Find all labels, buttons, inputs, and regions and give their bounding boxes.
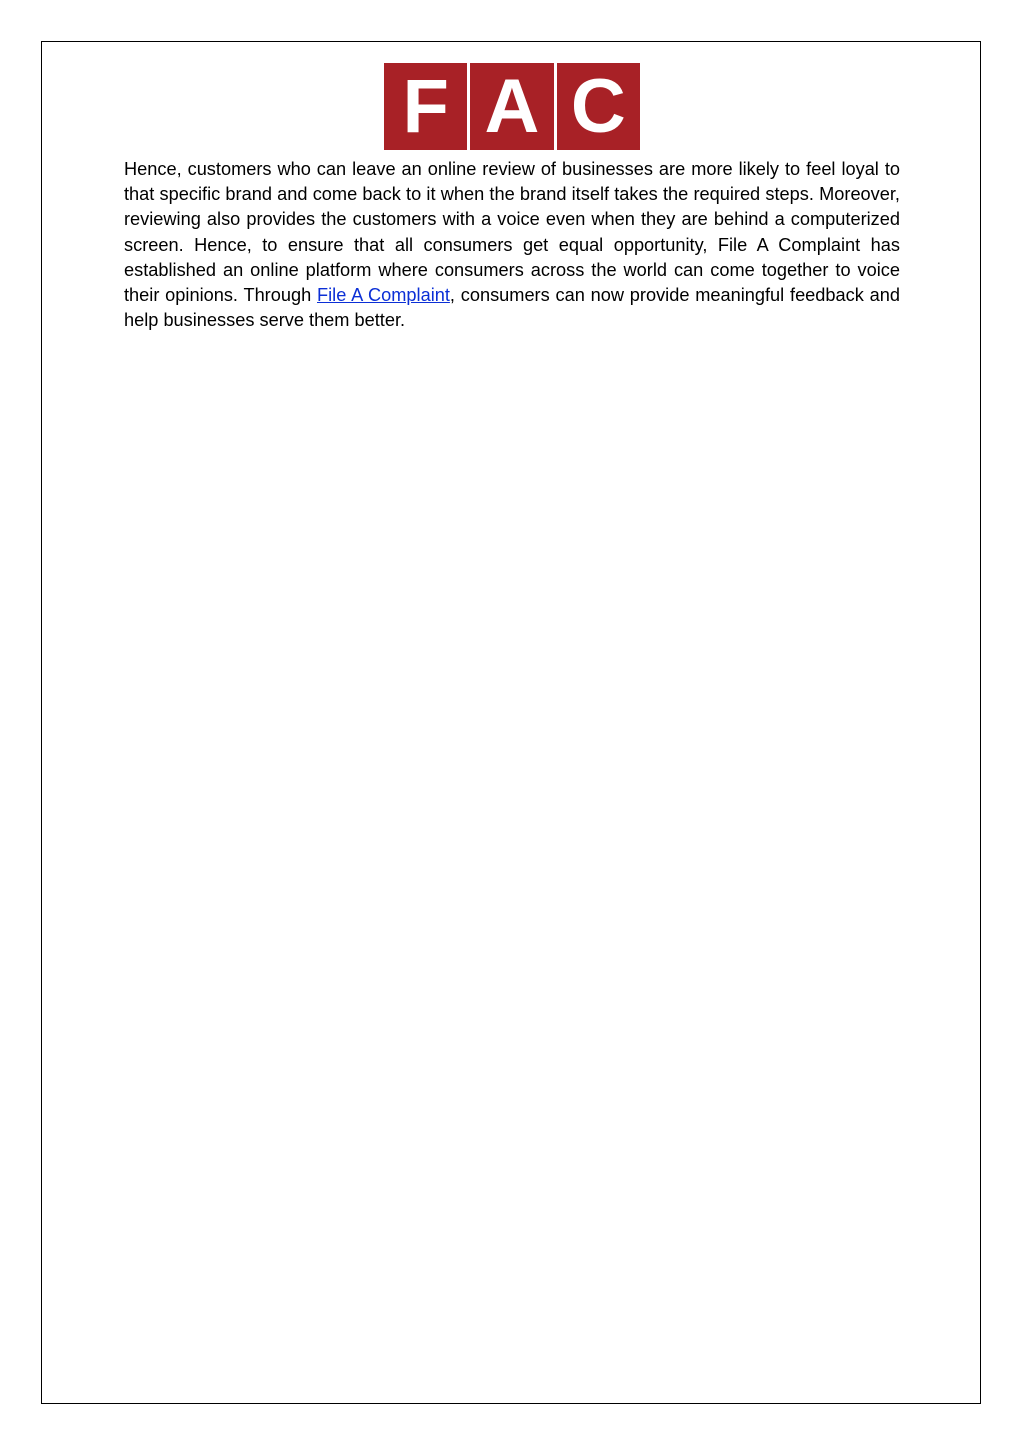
logo-letter-f: F [384,63,467,150]
logo-letter-c: C [557,63,640,150]
file-a-complaint-link[interactable]: File A Complaint [317,285,450,306]
paragraph-text-after-link: , consumers can now provide meaningful feedback and help businesses serve them better. [124,285,900,331]
fac-logo [384,63,640,150]
body-paragraph [124,157,900,333]
logo-letter-a: A [470,63,553,150]
paragraph-text-before-link: Hence, customers who can leave an online review of businesses are more likely to feel loyal to that specific brand and come back to it when the brand itself takes the required steps. Moreover, reviewing also provides the customers with a voice even when they are behind a computerized screen. Hence, to ensure that all consumers get equal opportunity, File A Complaint has established an online platform where consumers across the world can come together to voice their opinions. Through [124,159,900,306]
